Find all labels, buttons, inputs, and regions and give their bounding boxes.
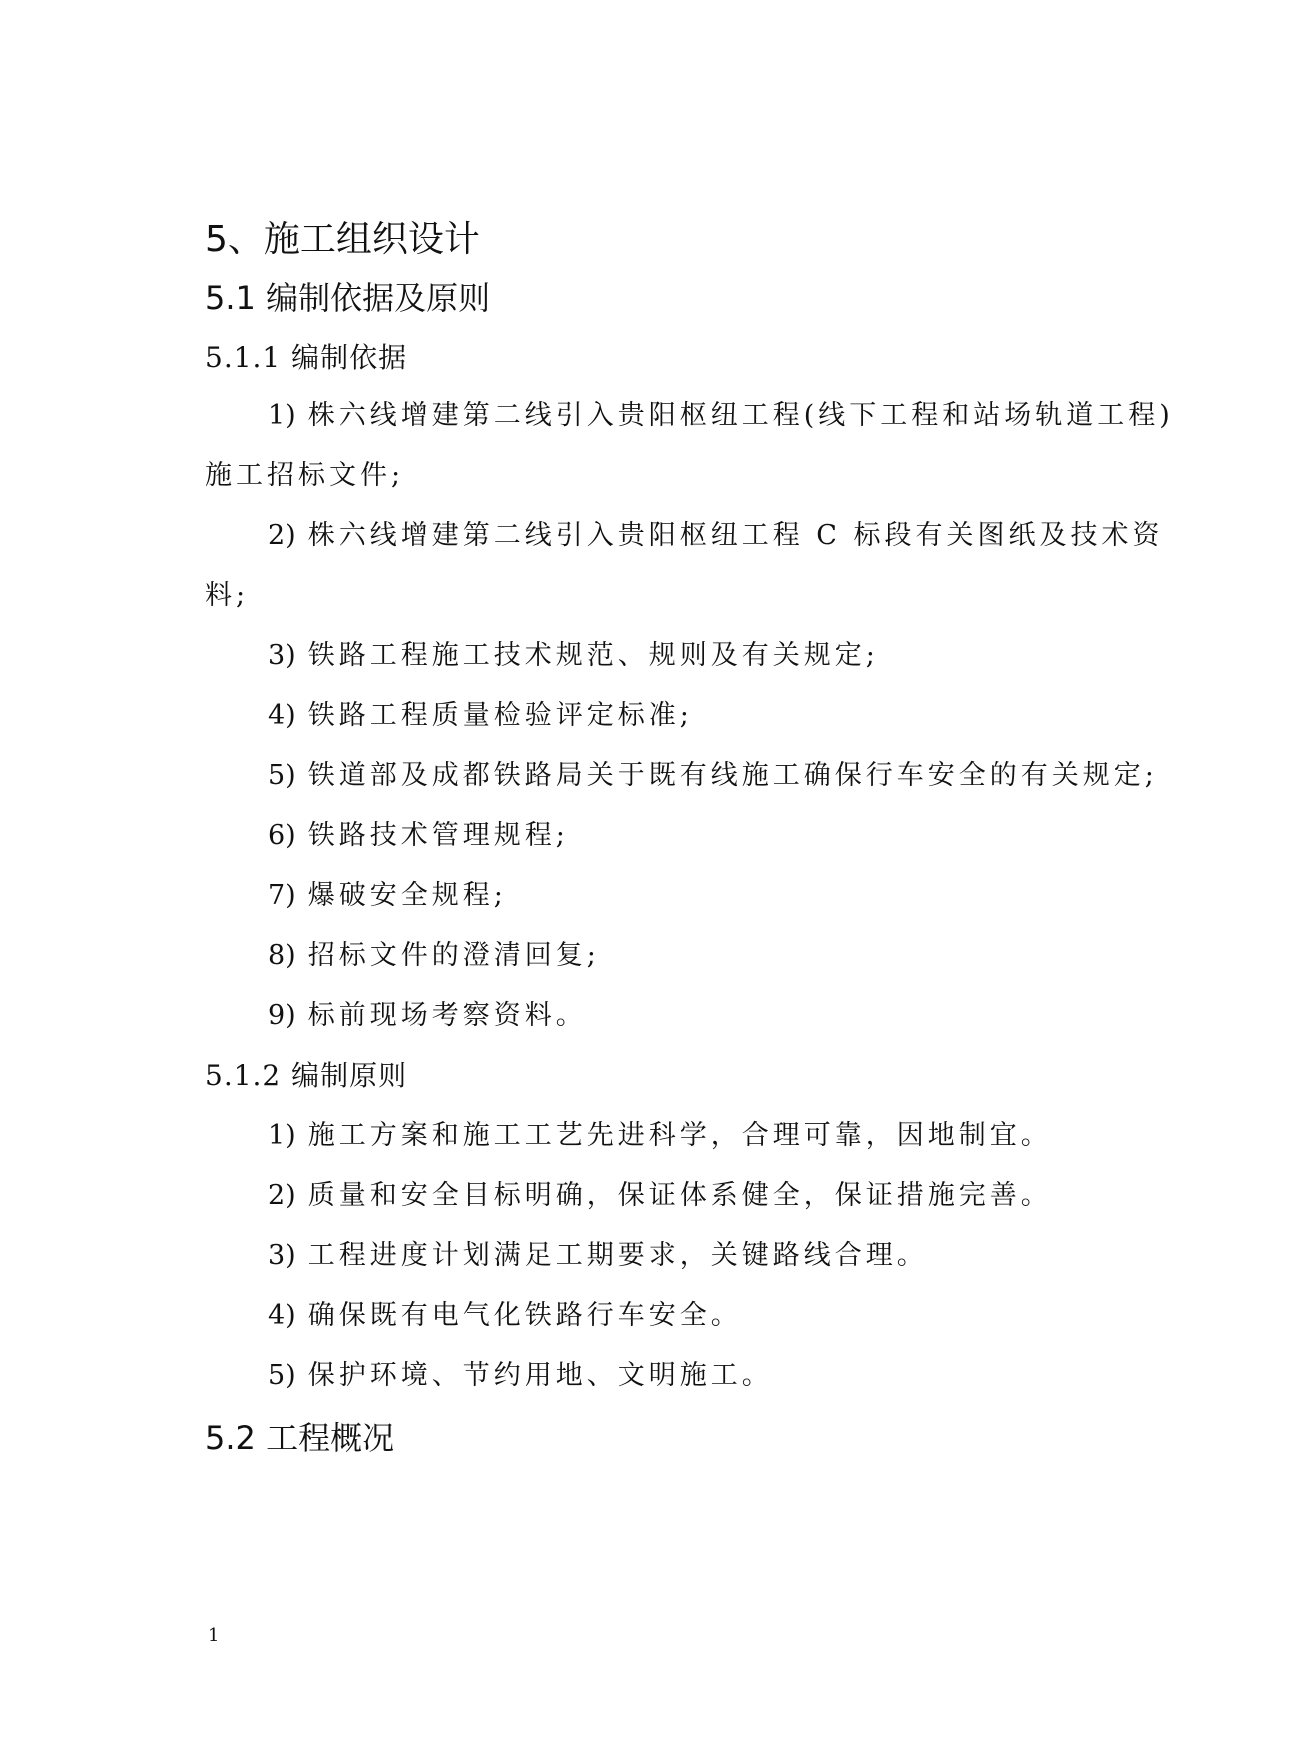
list-item-continuation: 料; — [205, 580, 250, 611]
list-item — [268, 698, 693, 734]
list-item-text: 工程进度计划满足工期要求，关键路线合理。 — [307, 1240, 928, 1271]
list-item-text: 铁路工程施工技术规范、规则及有关规定; — [307, 640, 879, 671]
list-item-number: 1) — [268, 1120, 296, 1151]
list-item-continuation: 施工招标文件; — [205, 460, 405, 491]
page-number: 1 — [208, 1625, 220, 1646]
subsubsection-heading-5-1-2: 5.1.2 编制原则 — [205, 1059, 408, 1092]
list-item — [268, 398, 1174, 434]
list-item-text: 株六线增建第二线引入贵阳枢纽工程(线下工程和站场轨道工程) — [307, 400, 1174, 431]
subsection-heading-5-2: 5.2 工程概况 — [205, 1419, 395, 1457]
list-item-number: 3) — [268, 1240, 296, 1271]
list-item — [268, 1118, 1052, 1154]
list-item — [268, 758, 1158, 794]
list-item-text: 株六线增建第二线引入贵阳枢纽工程 C 标段有关图纸及技术资 — [307, 520, 1164, 551]
list-item-text: 铁路工程质量检验评定标准; — [307, 700, 693, 731]
list-item-number: 2) — [268, 1180, 296, 1211]
subsection-heading-5-1: 5.1 编制依据及原则 — [205, 279, 491, 317]
list-item — [268, 938, 600, 974]
list-item — [268, 1178, 1052, 1214]
list-item — [268, 878, 507, 914]
list-item — [268, 818, 569, 854]
list-item-number: 2) — [268, 520, 296, 551]
list-item — [268, 998, 587, 1034]
list-item-number: 3) — [268, 640, 296, 671]
list-item-text: 保护环境、节约用地、文明施工。 — [307, 1360, 773, 1391]
list-item-text: 招标文件的澄清回复; — [307, 940, 600, 971]
list-item-text: 标前现场考察资料。 — [307, 1000, 587, 1031]
list-item — [268, 518, 1164, 554]
list-item-number: 5) — [268, 760, 296, 791]
list-item-text: 施工方案和施工工艺先进科学，合理可靠，因地制宜。 — [307, 1120, 1052, 1151]
list-item — [268, 1238, 928, 1274]
list-item — [268, 1298, 742, 1334]
list-item-text: 铁道部及成都铁路局关于既有线施工确保行车安全的有关规定; — [307, 760, 1158, 791]
list-item-number: 5) — [268, 1360, 296, 1391]
list-item-number: 9) — [268, 1000, 296, 1031]
list-item-number: 6) — [268, 820, 296, 851]
list-item-number: 4) — [268, 1300, 296, 1331]
list-item-text: 质量和安全目标明确，保证体系健全，保证措施完善。 — [307, 1180, 1052, 1211]
list-item-text: 铁路技术管理规程; — [307, 820, 569, 851]
list-item — [268, 1358, 773, 1394]
section-heading: 5、施工组织设计 — [205, 219, 480, 260]
list-item-number: 7) — [268, 880, 296, 911]
subsubsection-heading-5-1-1: 5.1.1 编制依据 — [205, 341, 408, 374]
list-item-number: 1) — [268, 400, 296, 431]
list-item-text: 爆破安全规程; — [307, 880, 507, 911]
list-item — [268, 638, 879, 674]
list-item-number: 4) — [268, 700, 296, 731]
list-item-text: 确保既有电气化铁路行车安全。 — [307, 1300, 742, 1331]
list-item-number: 8) — [268, 940, 296, 971]
